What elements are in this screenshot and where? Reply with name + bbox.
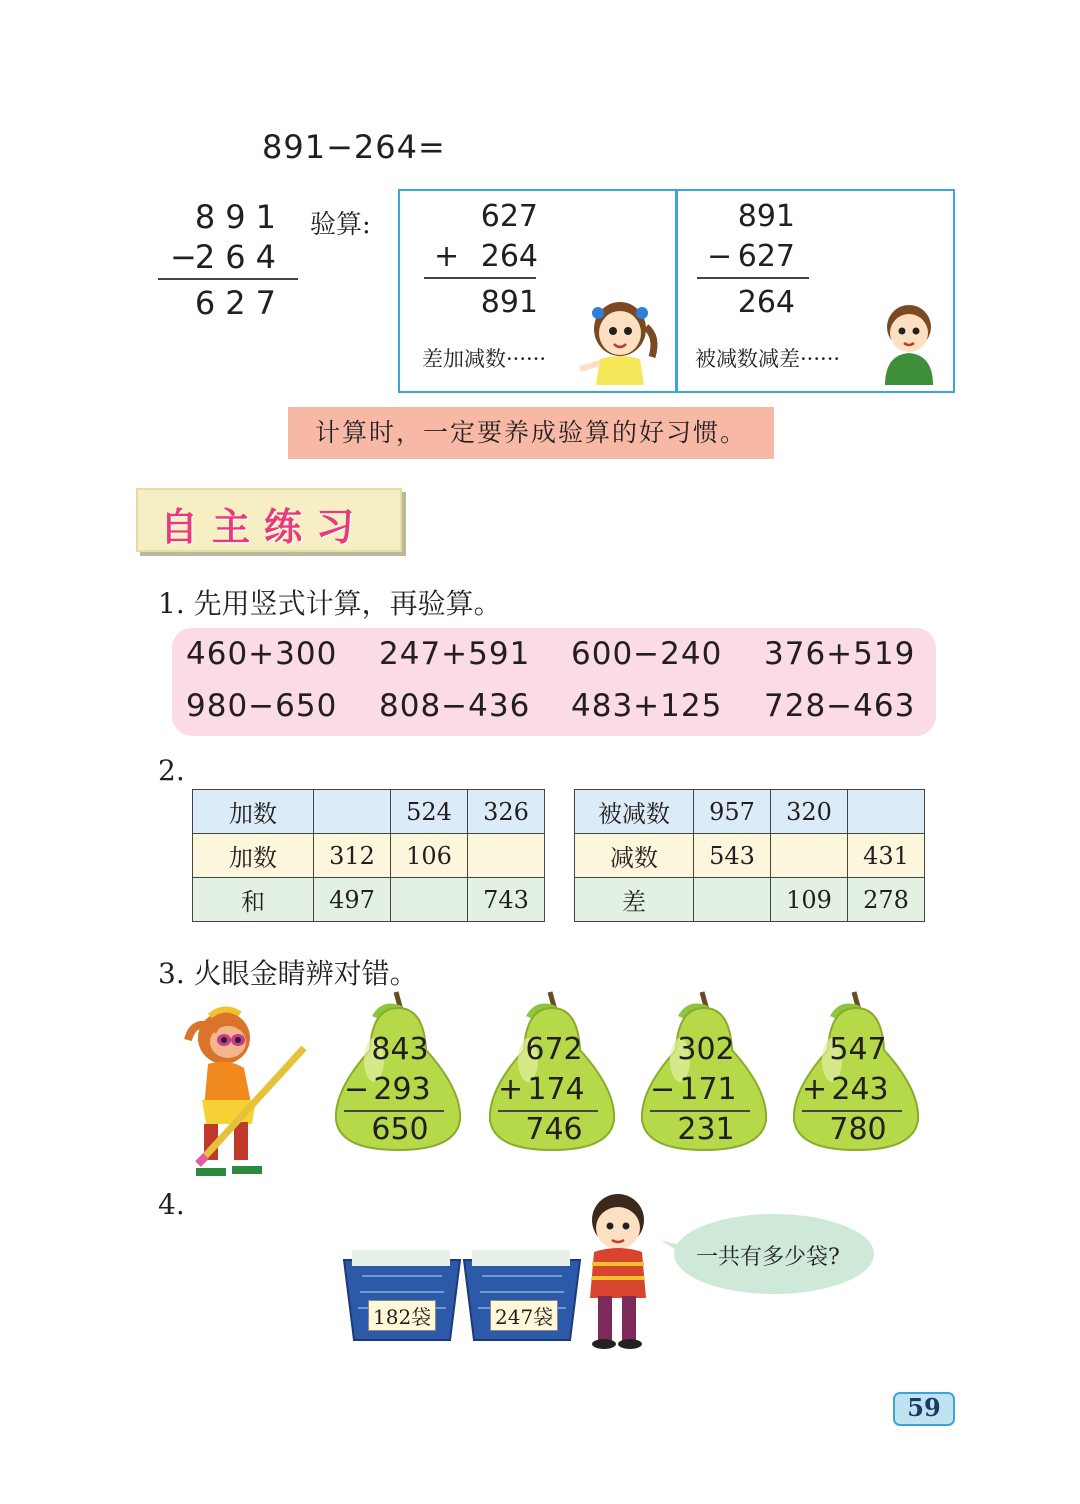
section-title: 自主练习 bbox=[160, 505, 369, 549]
pear2-top: 672 bbox=[525, 1032, 583, 1067]
pear1-bottom: 293 bbox=[373, 1072, 431, 1107]
page-number: 59 bbox=[907, 1393, 941, 1422]
check1-line bbox=[424, 277, 536, 279]
table-cell: 加数 bbox=[193, 790, 314, 834]
girl-character-icon bbox=[578, 289, 668, 385]
table-cell bbox=[391, 878, 468, 922]
basket2-label: 247袋 bbox=[490, 1300, 558, 1331]
check2-hint: 被减数减差······ bbox=[695, 347, 841, 371]
q1-expr-2: 247+591 bbox=[379, 636, 531, 672]
check2-bottom: 627 bbox=[737, 239, 795, 274]
table-cell: 543 bbox=[694, 834, 771, 878]
pear4-result: 780 bbox=[829, 1112, 887, 1147]
check1-hint: 差加减数······ bbox=[422, 347, 547, 371]
table-cell: 106 bbox=[391, 834, 468, 878]
check2-top: 891 bbox=[737, 199, 795, 234]
pear1-result: 650 bbox=[371, 1112, 429, 1147]
q1-expr-1: 460+300 bbox=[186, 636, 338, 672]
pear3-op: − bbox=[650, 1072, 676, 1107]
pear4-top: 547 bbox=[829, 1032, 887, 1067]
check1-op: + bbox=[434, 239, 460, 274]
q1-title: 1. 先用竖式计算，再验算。 bbox=[158, 587, 502, 620]
table-cell: 957 bbox=[694, 790, 771, 834]
pear4-bottom: 243 bbox=[831, 1072, 889, 1107]
check1-bottom: 264 bbox=[480, 239, 538, 274]
table-cell bbox=[314, 790, 391, 834]
check1-result: 891 bbox=[480, 285, 538, 320]
table-cell: 差 bbox=[575, 878, 694, 922]
table-cell: 加数 bbox=[193, 834, 314, 878]
tip-banner: 计算时，一定要养成验算的好习惯。 bbox=[288, 407, 774, 459]
table-cell: 524 bbox=[391, 790, 468, 834]
pear2-op: + bbox=[498, 1072, 524, 1107]
example-equation: 891−264= bbox=[262, 128, 446, 166]
q1-expr-8: 728−463 bbox=[764, 688, 916, 724]
check-box-addition bbox=[398, 189, 678, 393]
q3-title: 3. 火眼金睛辨对错。 bbox=[158, 957, 418, 990]
q1-expr-6: 808−436 bbox=[379, 688, 531, 724]
table-cell: 431 bbox=[848, 834, 925, 878]
q4-label: 4. bbox=[158, 1188, 185, 1221]
table-cell: 497 bbox=[314, 878, 391, 922]
table-cell: 743 bbox=[468, 878, 545, 922]
table-cell: 被减数 bbox=[575, 790, 694, 834]
pear1-op: − bbox=[344, 1072, 370, 1107]
vertical-top: 891 bbox=[194, 198, 286, 236]
thinking-boy-icon bbox=[574, 1190, 660, 1350]
subtraction-table bbox=[574, 789, 925, 922]
vertical-calculation bbox=[156, 198, 302, 328]
check-label: 验算: bbox=[310, 210, 371, 240]
addition-table bbox=[192, 789, 545, 922]
vertical-result: 627 bbox=[194, 284, 286, 322]
check2-line bbox=[697, 277, 809, 279]
pear2-bottom: 174 bbox=[527, 1072, 585, 1107]
pear4-op: + bbox=[802, 1072, 828, 1107]
table-cell: 减数 bbox=[575, 834, 694, 878]
check1-top: 627 bbox=[480, 199, 538, 234]
q1-expr-7: 483+125 bbox=[571, 688, 723, 724]
table-cell: 312 bbox=[314, 834, 391, 878]
check-box-subtraction bbox=[675, 189, 955, 393]
table-cell bbox=[848, 790, 925, 834]
table-cell: 和 bbox=[193, 878, 314, 922]
vertical-bottom: 264 bbox=[194, 238, 286, 276]
pear3-bottom: 171 bbox=[679, 1072, 737, 1107]
table-cell bbox=[468, 834, 545, 878]
pear3-result: 231 bbox=[677, 1112, 735, 1147]
q1-expr-3: 600−240 bbox=[571, 636, 723, 672]
q2-label: 2. bbox=[158, 754, 185, 787]
speech-text: 一共有多少袋? bbox=[696, 1245, 840, 1270]
basket1-label: 182袋 bbox=[368, 1300, 436, 1331]
table-cell bbox=[694, 878, 771, 922]
table-cell: 278 bbox=[848, 878, 925, 922]
q1-expr-4: 376+519 bbox=[764, 636, 916, 672]
vertical-op: − bbox=[170, 238, 197, 276]
q1-expr-5: 980−650 bbox=[186, 688, 338, 724]
table-cell: 326 bbox=[468, 790, 545, 834]
check2-op: − bbox=[707, 239, 733, 274]
boy-character-icon bbox=[877, 299, 943, 385]
table-cell bbox=[771, 834, 848, 878]
monkey-king-icon bbox=[180, 1000, 310, 1176]
vertical-line bbox=[158, 278, 298, 280]
check2-result: 264 bbox=[737, 285, 795, 320]
pear3-top: 302 bbox=[677, 1032, 735, 1067]
table-cell: 109 bbox=[771, 878, 848, 922]
table-cell: 320 bbox=[771, 790, 848, 834]
pear1-top: 843 bbox=[371, 1032, 429, 1067]
pear2-result: 746 bbox=[525, 1112, 583, 1147]
